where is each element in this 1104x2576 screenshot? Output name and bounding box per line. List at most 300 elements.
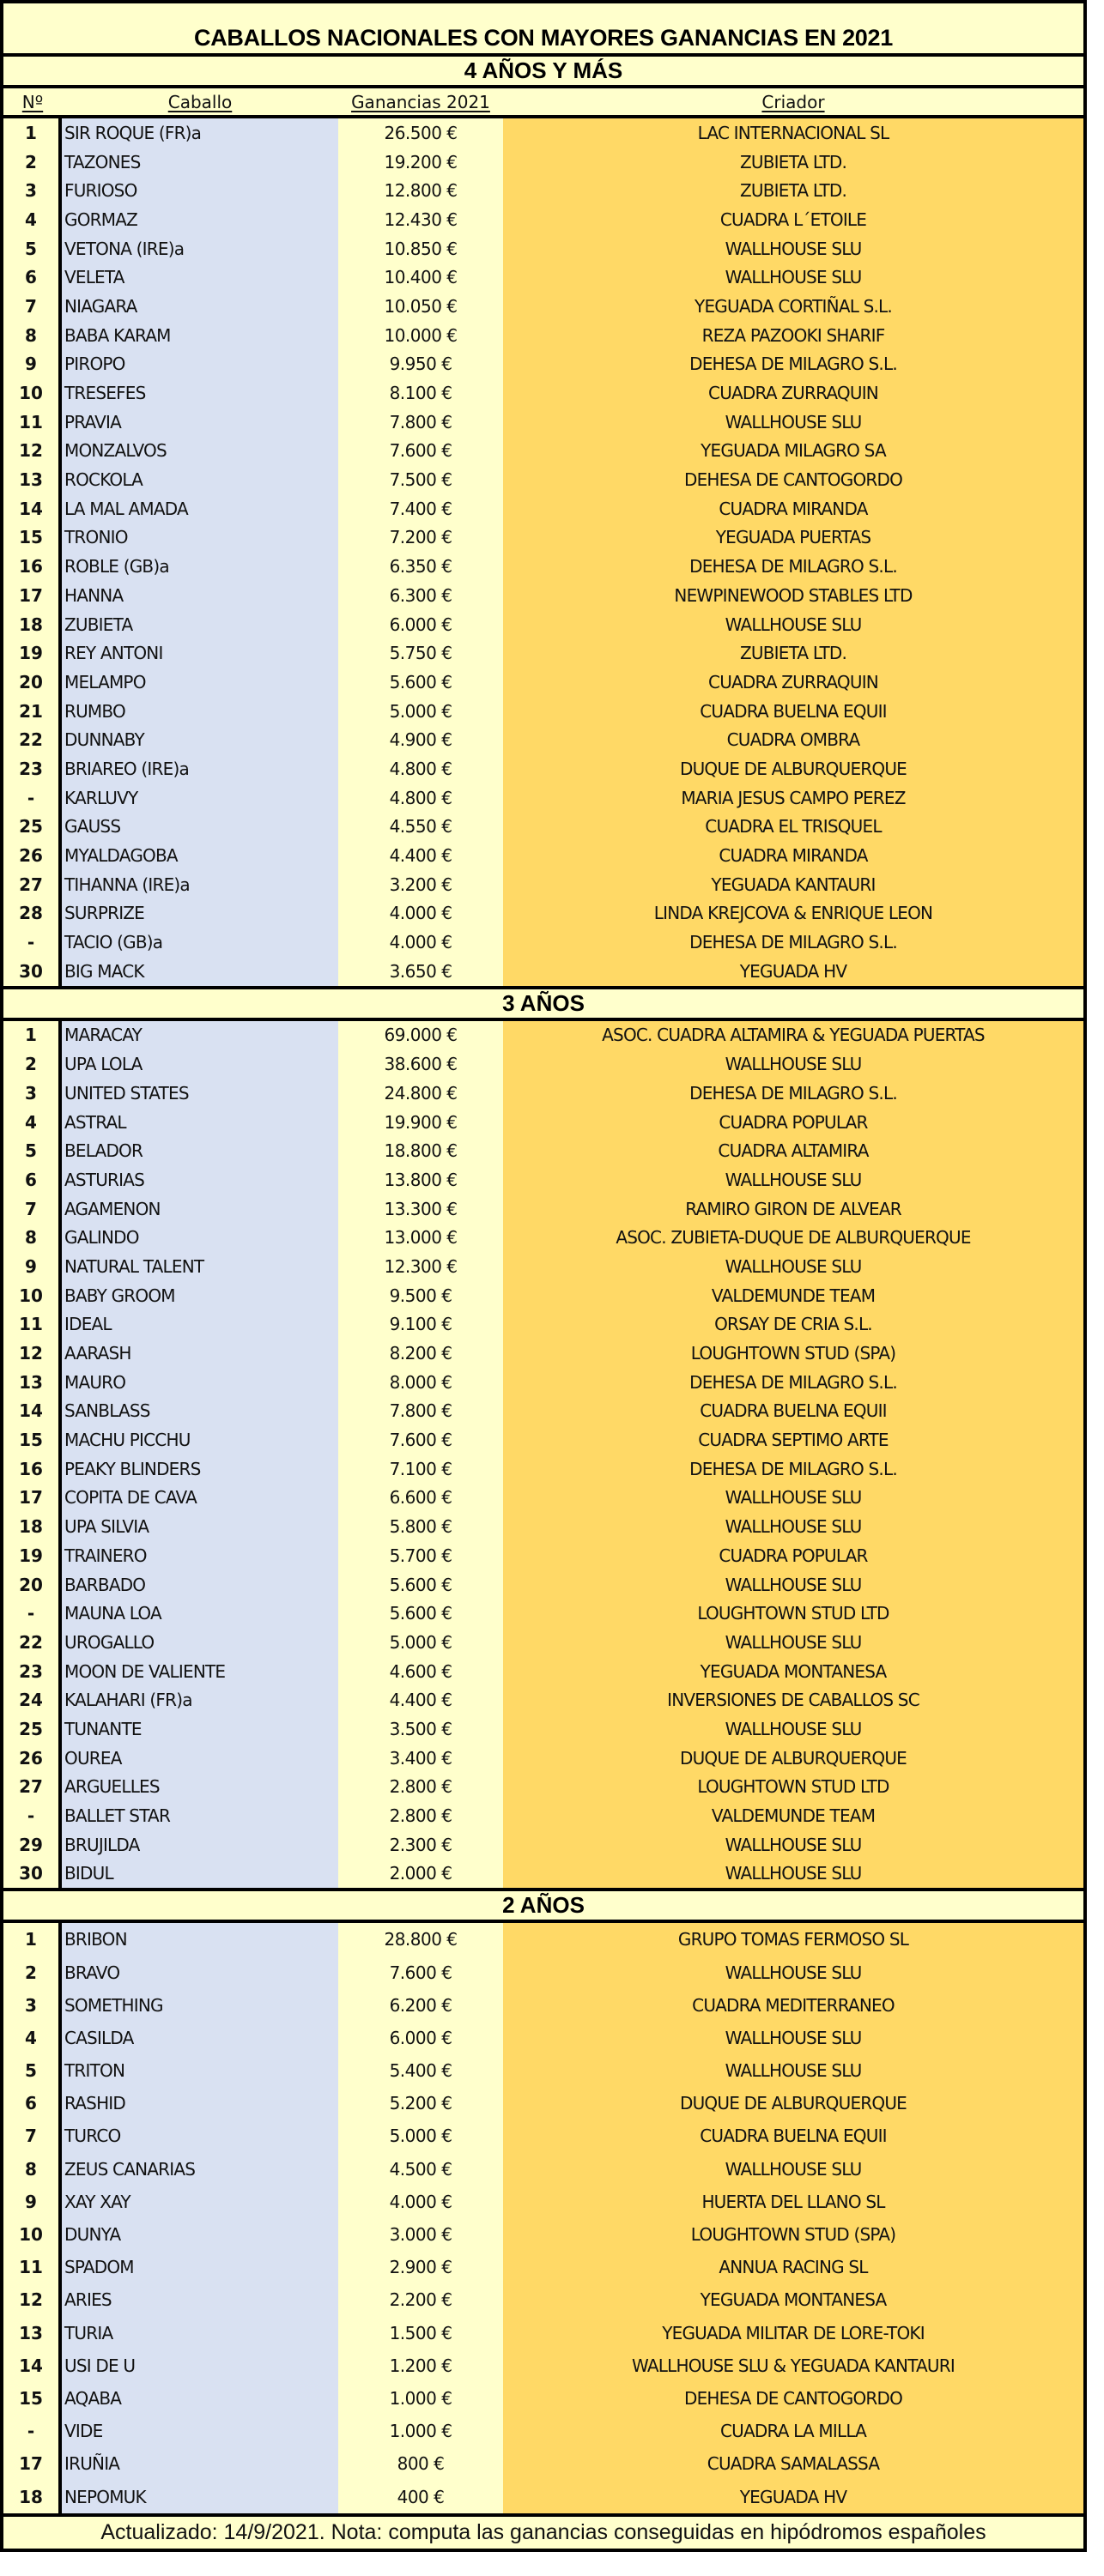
breeder-cell: ORSAY DE CRIA S.L. (503, 1310, 1083, 1339)
breeder-cell: ASOC. CUADRA ALTAMIRA & YEGUADA PUERTAS (503, 1021, 1083, 1050)
earnings-cell: 18.800 € (338, 1136, 503, 1165)
table-row (3, 754, 1083, 783)
rank-cell: 13 (3, 2317, 62, 2349)
breeder-cell: DEHESA DE MILAGRO S.L. (503, 1079, 1083, 1108)
horse-name-cell: GORMAZ (62, 205, 338, 234)
earnings-cell: 9.100 € (338, 1310, 503, 1339)
rank-cell: 10 (3, 378, 62, 408)
horse-name-cell: PIROPO (62, 350, 338, 379)
earnings-cell: 6.000 € (338, 610, 503, 639)
rank-cell: 27 (3, 1773, 62, 1802)
table-row (3, 1021, 1083, 1050)
breeder-cell: NEWPINEWOOD STABLES LTD (503, 581, 1083, 610)
earnings-cell: 10.050 € (338, 292, 503, 321)
rank-cell: 23 (3, 754, 62, 783)
horse-name-cell: MACHU PICCHU (62, 1425, 338, 1454)
table-row (3, 1136, 1083, 1165)
rank-cell: 11 (3, 408, 62, 437)
earnings-cell: 2.000 € (338, 1859, 503, 1889)
rank-cell: 6 (3, 1165, 62, 1194)
rank-cell: - (3, 1599, 62, 1628)
breeder-cell: CUADRA BUELNA EQUII (503, 1397, 1083, 1426)
earnings-cell: 7.100 € (338, 1454, 503, 1484)
earnings-cell: 3.400 € (338, 1744, 503, 1773)
breeder-cell: WALLHOUSE SLU (503, 408, 1083, 437)
earnings-cell: 2.900 € (338, 2251, 503, 2283)
breeder-cell: ASOC. ZUBIETA-DUQUE DE ALBURQUERQUE (503, 1223, 1083, 1252)
breeder-cell: WALLHOUSE SLU (503, 234, 1083, 263)
rank-cell: 22 (3, 1628, 62, 1657)
rank-cell: 3 (3, 176, 62, 205)
breeder-cell: ZUBIETA LTD. (503, 638, 1083, 668)
breeder-cell: YEGUADA MILITAR DE LORE-TOKI (503, 2317, 1083, 2349)
earnings-cell: 2.800 € (338, 1801, 503, 1830)
horse-name-cell: TURCO (62, 2119, 338, 2152)
table-row (3, 1165, 1083, 1194)
horse-name-cell: UROGALLO (62, 1628, 338, 1657)
breeder-cell: VALDEMUNDE TEAM (503, 1801, 1083, 1830)
table-row (3, 1773, 1083, 1802)
earnings-cell: 26.500 € (338, 118, 503, 148)
horse-name-cell: BIG MACK (62, 957, 338, 986)
horse-name-cell: SPADOM (62, 2251, 338, 2283)
table-row (3, 1541, 1083, 1570)
earnings-cell: 13.300 € (338, 1194, 503, 1224)
breeder-cell: CUADRA ALTAMIRA (503, 1136, 1083, 1165)
table-row (3, 1714, 1083, 1744)
horse-name-cell: LA MAL AMADA (62, 494, 338, 523)
rank-cell: 1 (3, 1021, 62, 1050)
breeder-cell: GRUPO TOMAS FERMOSO SL (503, 1923, 1083, 1956)
table-row (3, 1923, 1083, 1956)
earnings-cell: 19.900 € (338, 1108, 503, 1137)
horse-name-cell: TUNANTE (62, 1714, 338, 1744)
earnings-cell: 5.600 € (338, 668, 503, 697)
rank-cell: 9 (3, 2186, 62, 2218)
rank-cell: 26 (3, 1744, 62, 1773)
earnings-cell: 7.500 € (338, 465, 503, 494)
rank-cell: 9 (3, 1252, 62, 1281)
horse-name-cell: USI DE U (62, 2349, 338, 2382)
horse-name-cell: GAUSS (62, 813, 338, 842)
rank-cell: 25 (3, 1714, 62, 1744)
horse-name-cell: VETONA (IRE)a (62, 234, 338, 263)
earnings-cell: 7.800 € (338, 408, 503, 437)
table-row (3, 1830, 1083, 1859)
rank-cell: 15 (3, 523, 62, 553)
rank-cell: 11 (3, 1310, 62, 1339)
breeder-cell: CUADRA EL TRISQUEL (503, 813, 1083, 842)
breeder-cell: CUADRA L´ETOILE (503, 205, 1083, 234)
table-row (3, 118, 1083, 148)
horse-name-cell: RASHID (62, 2087, 338, 2119)
rank-cell: 2 (3, 1049, 62, 1079)
table-row (3, 2480, 1083, 2513)
breeder-cell: CUADRA BUELNA EQUII (503, 2119, 1083, 2152)
table-row (3, 928, 1083, 957)
rank-cell: 18 (3, 1512, 62, 1541)
horse-name-cell: VIDE (62, 2415, 338, 2447)
earnings-cell: 13.800 € (338, 1165, 503, 1194)
earnings-cell: 69.000 € (338, 1021, 503, 1050)
earnings-cell: 10.850 € (338, 234, 503, 263)
rank-cell: 24 (3, 1685, 62, 1714)
table-row (3, 1512, 1083, 1541)
table-row (3, 725, 1083, 754)
table-row (3, 2283, 1083, 2316)
column-header-breeder: Criador (761, 91, 825, 112)
earnings-cell: 800 € (338, 2447, 503, 2480)
table-row (3, 2022, 1083, 2054)
table-row (3, 148, 1083, 177)
column-headers (3, 88, 1083, 118)
table-row (3, 205, 1083, 234)
horse-name-cell: ARIES (62, 2283, 338, 2316)
horse-name-cell: BARBADO (62, 1570, 338, 1599)
breeder-cell: LOUGHTOWN STUD LTD (503, 1773, 1083, 1802)
earnings-cell: 1.000 € (338, 2382, 503, 2415)
table-row (3, 1310, 1083, 1339)
earnings-cell: 4.600 € (338, 1657, 503, 1686)
table-row (3, 176, 1083, 205)
earnings-cell: 6.350 € (338, 552, 503, 581)
earnings-cell: 4.400 € (338, 841, 503, 870)
horse-name-cell: DUNNABY (62, 725, 338, 754)
breeder-cell: DUQUE DE ALBURQUERQUE (503, 754, 1083, 783)
horse-name-cell: TRESEFES (62, 378, 338, 408)
breeder-cell: WALLHOUSE SLU (503, 1628, 1083, 1657)
horse-name-cell: KARLUVY (62, 783, 338, 813)
horse-name-cell: PEAKY BLINDERS (62, 1454, 338, 1484)
table-row (3, 1397, 1083, 1426)
horse-name-cell: UPA LOLA (62, 1049, 338, 1079)
breeder-cell: LOUGHTOWN STUD (SPA) (503, 1339, 1083, 1368)
horse-name-cell: TIHANNA (IRE)a (62, 870, 338, 899)
rank-cell: 12 (3, 1339, 62, 1368)
earnings-cell: 7.600 € (338, 1425, 503, 1454)
table-row (3, 870, 1083, 899)
earnings-cell: 10.000 € (338, 321, 503, 350)
horse-name-cell: IRUÑIA (62, 2447, 338, 2480)
table-row (3, 1454, 1083, 1484)
table-row (3, 1801, 1083, 1830)
earnings-cell: 6.200 € (338, 1989, 503, 2022)
horse-name-cell: BALLET STAR (62, 1801, 338, 1830)
table-row (3, 552, 1083, 581)
horse-name-cell: MAURO (62, 1368, 338, 1397)
breeder-cell: CUADRA OMBRA (503, 725, 1083, 754)
table-row (3, 668, 1083, 697)
breeder-cell: CUADRA LA MILLA (503, 2415, 1083, 2447)
table-row (3, 1339, 1083, 1368)
breeder-cell: ZUBIETA LTD. (503, 176, 1083, 205)
earnings-cell: 5.800 € (338, 1512, 503, 1541)
rank-cell: - (3, 1801, 62, 1830)
earnings-cell: 28.800 € (338, 1923, 503, 1956)
breeder-cell: WALLHOUSE SLU (503, 610, 1083, 639)
earnings-cell: 2.300 € (338, 1830, 503, 1859)
table-row (3, 1484, 1083, 1513)
rank-cell: 19 (3, 1541, 62, 1570)
earnings-cell: 2.800 € (338, 1773, 503, 1802)
table-row (3, 2218, 1083, 2251)
rank-cell: 20 (3, 1570, 62, 1599)
earnings-cell: 10.400 € (338, 263, 503, 292)
breeder-cell: DUQUE DE ALBURQUERQUE (503, 2087, 1083, 2119)
horse-name-cell: AQABA (62, 2382, 338, 2415)
rank-cell: 17 (3, 581, 62, 610)
earnings-cell: 4.000 € (338, 899, 503, 928)
horse-name-cell: BRUJILDA (62, 1830, 338, 1859)
horse-name-cell: TRITON (62, 2054, 338, 2087)
horse-name-cell: TURIA (62, 2317, 338, 2349)
table-row (3, 1108, 1083, 1137)
rank-cell: 5 (3, 234, 62, 263)
breeder-cell: WALLHOUSE SLU (503, 1859, 1083, 1889)
earnings-cell: 8.000 € (338, 1368, 503, 1397)
rank-cell: 4 (3, 205, 62, 234)
table-row (3, 378, 1083, 408)
earnings-cell: 4.900 € (338, 725, 503, 754)
earnings-cell: 4.550 € (338, 813, 503, 842)
breeder-cell: DEHESA DE MILAGRO S.L. (503, 350, 1083, 379)
earnings-cell: 12.430 € (338, 205, 503, 234)
breeder-cell: CUADRA ZURRAQUIN (503, 668, 1083, 697)
rank-cell: 3 (3, 1989, 62, 2022)
breeder-cell: CUADRA POPULAR (503, 1541, 1083, 1570)
horse-name-cell: MELAMPO (62, 668, 338, 697)
horse-name-cell: REY ANTONI (62, 638, 338, 668)
horse-name-cell: NATURAL TALENT (62, 1252, 338, 1281)
breeder-cell: CUADRA SAMALASSA (503, 2447, 1083, 2480)
rank-cell: 21 (3, 697, 62, 726)
breeder-cell: WALLHOUSE SLU (503, 2153, 1083, 2186)
breeder-cell: DEHESA DE CANTOGORDO (503, 465, 1083, 494)
earnings-cell: 24.800 € (338, 1079, 503, 1108)
rank-cell: 20 (3, 668, 62, 697)
breeder-cell: WALLHOUSE SLU (503, 2054, 1083, 2087)
horse-name-cell: ROCKOLA (62, 465, 338, 494)
section-rows (3, 1923, 1083, 2513)
breeder-cell: LOUGHTOWN STUD (SPA) (503, 2218, 1083, 2251)
table-row (3, 2251, 1083, 2283)
rank-cell: 8 (3, 321, 62, 350)
horse-name-cell: BRIAREO (IRE)a (62, 754, 338, 783)
table-row (3, 1252, 1083, 1281)
earnings-cell: 7.600 € (338, 437, 503, 466)
horse-name-cell: AGAMENON (62, 1194, 338, 1224)
earnings-cell: 5.000 € (338, 2119, 503, 2152)
earnings-cell: 12.300 € (338, 1252, 503, 1281)
horse-name-cell: DUNYA (62, 2218, 338, 2251)
rank-cell: 30 (3, 1859, 62, 1889)
horse-name-cell: ZEUS CANARIAS (62, 2153, 338, 2186)
breeder-cell: LINDA KREJCOVA & ENRIQUE LEON (503, 899, 1083, 928)
horse-name-cell: NIAGARA (62, 292, 338, 321)
breeder-cell: WALLHOUSE SLU (503, 1049, 1083, 1079)
column-header-earnings: Ganancias 2021 (351, 91, 490, 112)
breeder-cell: CUADRA MIRANDA (503, 494, 1083, 523)
table-row (3, 1194, 1083, 1224)
table-row (3, 1685, 1083, 1714)
table-row (3, 957, 1083, 986)
horse-name-cell: UNITED STATES (62, 1079, 338, 1108)
earnings-cell: 3.650 € (338, 957, 503, 986)
earnings-cell: 3.500 € (338, 1714, 503, 1744)
rank-cell: 5 (3, 2054, 62, 2087)
rank-cell: 7 (3, 292, 62, 321)
earnings-cell: 7.600 € (338, 1956, 503, 1988)
table-row (3, 408, 1083, 437)
table-row (3, 2186, 1083, 2218)
breeder-cell: WALLHOUSE SLU (503, 263, 1083, 292)
horse-name-cell: ASTURIAS (62, 1165, 338, 1194)
earnings-cell: 6.000 € (338, 2022, 503, 2054)
earnings-cell: 5.600 € (338, 1570, 503, 1599)
rank-cell: 3 (3, 1079, 62, 1108)
rank-cell: 26 (3, 841, 62, 870)
earnings-cell: 19.200 € (338, 148, 503, 177)
breeder-cell: CUADRA BUELNA EQUII (503, 697, 1083, 726)
horse-name-cell: RUMBO (62, 697, 338, 726)
rank-cell: 5 (3, 1136, 62, 1165)
earnings-cell: 7.800 € (338, 1397, 503, 1426)
earnings-cell: 3.000 € (338, 2218, 503, 2251)
earnings-cell: 8.100 € (338, 378, 503, 408)
table-row (3, 2382, 1083, 2415)
horse-name-cell: NEPOMUK (62, 2480, 338, 2513)
breeder-cell: WALLHOUSE SLU (503, 1165, 1083, 1194)
table-row (3, 437, 1083, 466)
earnings-cell: 9.500 € (338, 1281, 503, 1310)
column-header-horse: Caballo (167, 91, 233, 112)
horse-name-cell: ZUBIETA (62, 610, 338, 639)
rank-cell: 12 (3, 2283, 62, 2316)
earnings-cell: 5.400 € (338, 2054, 503, 2087)
breeder-cell: YEGUADA MILAGRO SA (503, 437, 1083, 466)
breeder-cell: MARIA JESUS CAMPO PEREZ (503, 783, 1083, 813)
breeder-cell: DEHESA DE MILAGRO S.L. (503, 928, 1083, 957)
table-row (3, 1859, 1083, 1889)
table-row (3, 2119, 1083, 2152)
rank-cell: 16 (3, 552, 62, 581)
horse-name-cell: MYALDAGOBA (62, 841, 338, 870)
table-row (3, 321, 1083, 350)
horse-name-cell: IDEAL (62, 1310, 338, 1339)
rank-cell: 6 (3, 2087, 62, 2119)
earnings-cell: 5.600 € (338, 1599, 503, 1628)
breeder-cell: YEGUADA KANTAURI (503, 870, 1083, 899)
breeder-cell: HUERTA DEL LLANO SL (503, 2186, 1083, 2218)
footer-note: Actualizado: 14/9/2021. Nota: computa las ganancias conseguidas en hipódromos españoles (3, 2513, 1083, 2549)
table-row (3, 813, 1083, 842)
breeder-cell: DEHESA DE MILAGRO S.L. (503, 552, 1083, 581)
rank-cell: 27 (3, 870, 62, 899)
rank-cell: 14 (3, 1397, 62, 1426)
breeder-cell: WALLHOUSE SLU (503, 1512, 1083, 1541)
horse-name-cell: PRAVIA (62, 408, 338, 437)
breeder-cell: DUQUE DE ALBURQUERQUE (503, 1744, 1083, 1773)
breeder-cell: YEGUADA CORTIÑAL S.L. (503, 292, 1083, 321)
horse-name-cell: TRAINERO (62, 1541, 338, 1570)
breeder-cell: WALLHOUSE SLU & YEGUADA KANTAURI (503, 2349, 1083, 2382)
horse-name-cell: BRIBON (62, 1923, 338, 1956)
table-row (3, 783, 1083, 813)
breeder-cell: REZA PAZOOKI SHARIF (503, 321, 1083, 350)
horse-name-cell: MONZALVOS (62, 437, 338, 466)
breeder-cell: CUADRA MIRANDA (503, 841, 1083, 870)
rank-cell: - (3, 783, 62, 813)
earnings-cell: 13.000 € (338, 1223, 503, 1252)
rank-cell: 8 (3, 1223, 62, 1252)
earnings-cell: 4.800 € (338, 783, 503, 813)
rank-cell: 29 (3, 1830, 62, 1859)
breeder-cell: WALLHOUSE SLU (503, 1252, 1083, 1281)
breeder-cell: YEGUADA HV (503, 957, 1083, 986)
horse-name-cell: CASILDA (62, 2022, 338, 2054)
earnings-cell: 6.300 € (338, 581, 503, 610)
horse-name-cell: BELADOR (62, 1136, 338, 1165)
rank-cell: 7 (3, 2119, 62, 2152)
rank-cell: 2 (3, 1956, 62, 1988)
table-row (3, 1425, 1083, 1454)
earnings-cell: 9.950 € (338, 350, 503, 379)
breeder-cell: VALDEMUNDE TEAM (503, 1281, 1083, 1310)
horse-name-cell: SOMETHING (62, 1989, 338, 2022)
horse-name-cell: FURIOSO (62, 176, 338, 205)
table-row (3, 1368, 1083, 1397)
breeder-cell: CUADRA SEPTIMO ARTE (503, 1425, 1083, 1454)
earnings-cell: 8.200 € (338, 1339, 503, 1368)
horse-name-cell: COPITA DE CAVA (62, 1484, 338, 1513)
rank-cell: 1 (3, 1923, 62, 1956)
earnings-cell: 7.400 € (338, 494, 503, 523)
breeder-cell: ZUBIETA LTD. (503, 148, 1083, 177)
breeder-cell: LOUGHTOWN STUD LTD (503, 1599, 1083, 1628)
rank-cell: 30 (3, 957, 62, 986)
table-row (3, 2087, 1083, 2119)
earnings-cell: 12.800 € (338, 176, 503, 205)
earnings-cell: 6.600 € (338, 1484, 503, 1513)
horse-name-cell: MOON DE VALIENTE (62, 1657, 338, 1686)
section-header-3-years: 3 AÑOS (3, 986, 1083, 1021)
horse-name-cell: KALAHARI (FR)a (62, 1685, 338, 1714)
table-row (3, 1657, 1083, 1686)
breeder-cell: WALLHOUSE SLU (503, 1714, 1083, 1744)
horse-name-cell: TACIO (GB)a (62, 928, 338, 957)
table-row (3, 523, 1083, 553)
breeder-cell: CUADRA ZURRAQUIN (503, 378, 1083, 408)
rank-cell: 19 (3, 638, 62, 668)
rank-cell: 17 (3, 1484, 62, 1513)
horse-name-cell: MAUNA LOA (62, 1599, 338, 1628)
rank-cell: 15 (3, 1425, 62, 1454)
rank-cell: 10 (3, 1281, 62, 1310)
rank-cell: 22 (3, 725, 62, 754)
rank-cell: 14 (3, 2349, 62, 2382)
earnings-cell: 5.750 € (338, 638, 503, 668)
table-row (3, 263, 1083, 292)
rank-cell: 16 (3, 1454, 62, 1484)
breeder-cell: CUADRA MEDITERRANEO (503, 1989, 1083, 2022)
rank-cell: 2 (3, 148, 62, 177)
rank-cell: 11 (3, 2251, 62, 2283)
section-rows (3, 118, 1083, 986)
table-row (3, 1956, 1083, 1988)
rank-cell: 7 (3, 1194, 62, 1224)
horse-name-cell: SURPRIZE (62, 899, 338, 928)
horse-name-cell: BRAVO (62, 1956, 338, 1988)
